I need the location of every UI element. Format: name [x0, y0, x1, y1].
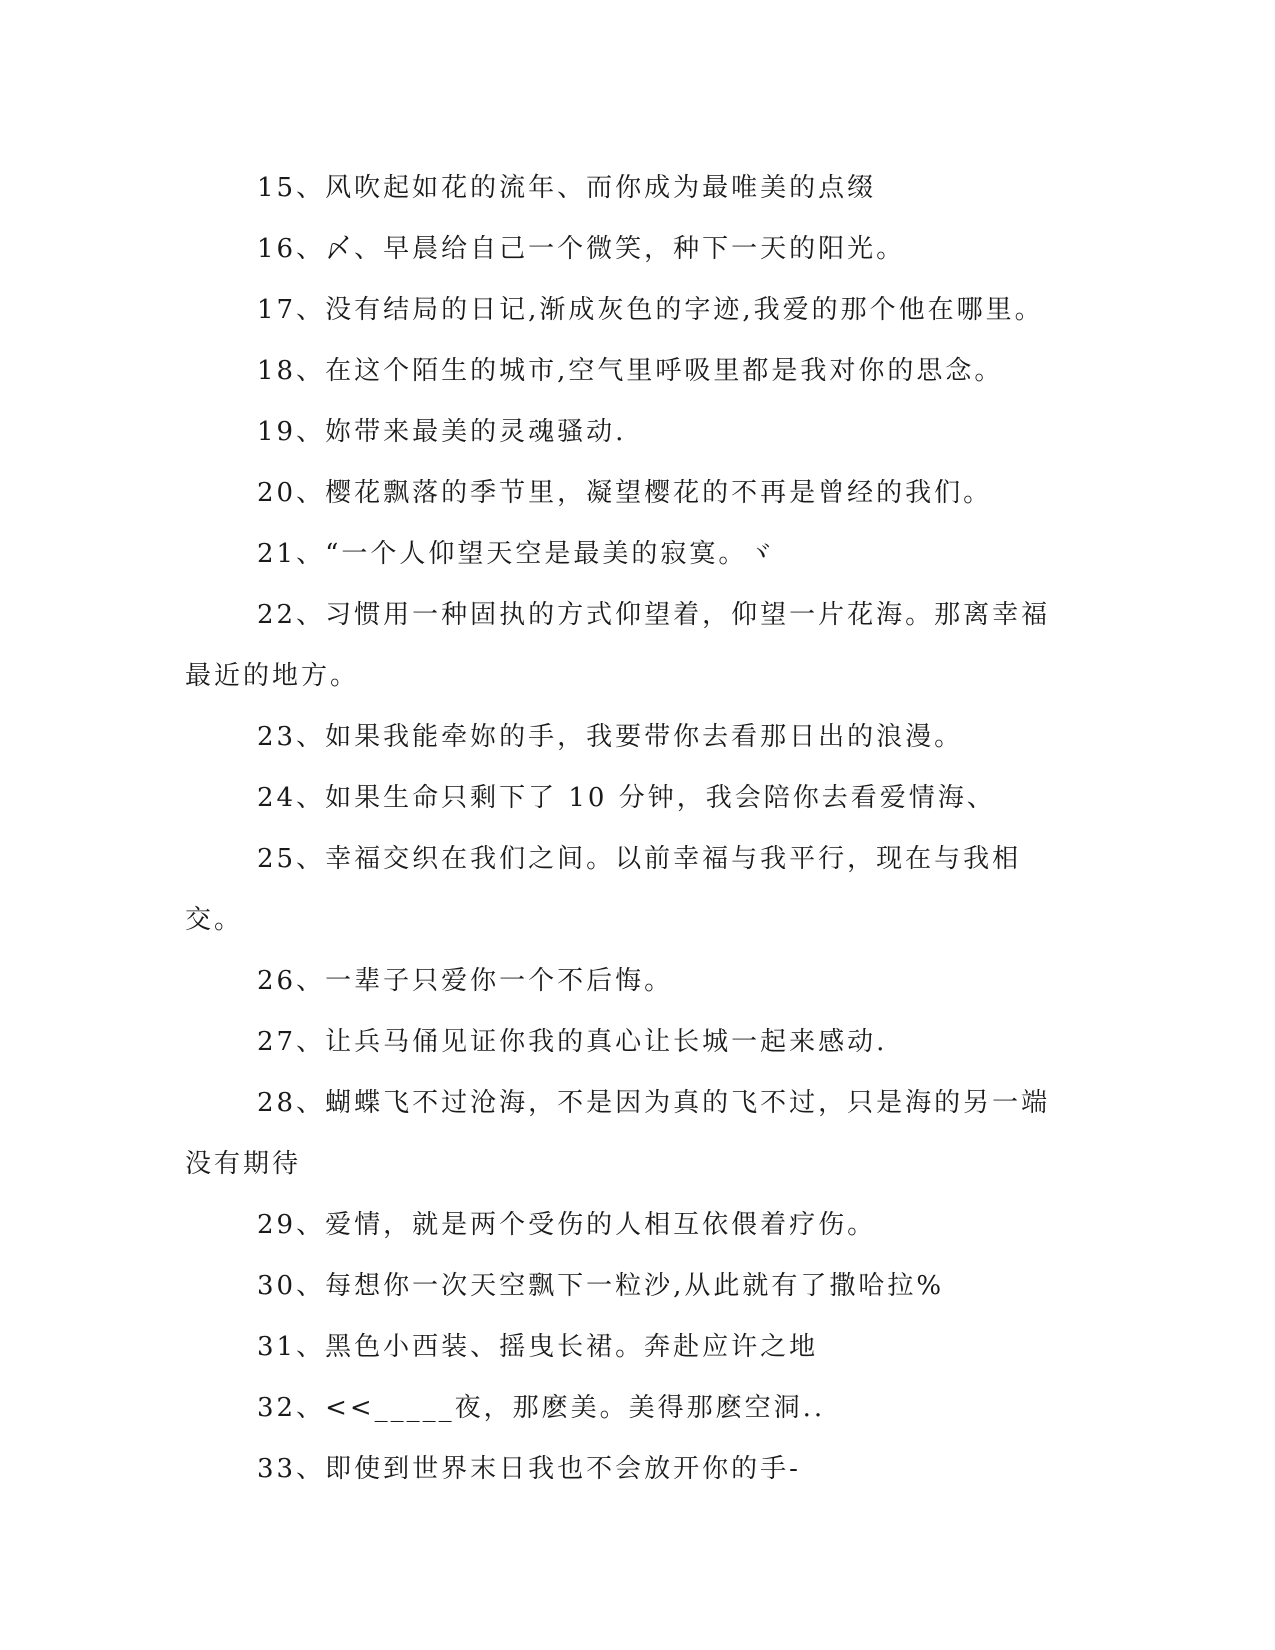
paragraph-27: 27、让兵马俑见证你我的真心让长城一起来感动. [257, 1027, 888, 1057]
paragraph-17: 17、没有结局的日记,渐成灰色的字迹,我爱的那个他在哪里。 [257, 295, 1044, 325]
paragraph-22: 22、习惯用一种固执的方式仰望着，仰望一片花海。那离幸福最近的地方。 [185, 600, 1051, 691]
paragraph-28: 28、蝴蝶飞不过沧海，不是因为真的飞不过，只是海的另一端没有期待 [185, 1088, 1051, 1179]
paragraph-19: 19、妳带来最美的灵魂骚动. [257, 417, 627, 447]
paragraph-18: 18、在这个陌生的城市,空气里呼吸里都是我对你的思念。 [257, 356, 1004, 386]
paragraph-16: 16、〆、早晨给自己一个微笑，种下一天的阳光。 [257, 234, 906, 264]
paragraph-24: 24、如果生命只剩下了 10 分钟，我会陪你去看爱情海、 [257, 783, 996, 813]
paragraph-32: 32、<<_____夜，那麽美。美得那麽空洞.. [257, 1393, 826, 1423]
paragraph-30: 30、每想你一次天空飘下一粒沙,从此就有了撒哈拉% [257, 1271, 945, 1301]
paragraph-25: 25、幸福交织在我们之间。以前幸福与我平行，现在与我相交。 [185, 844, 1022, 935]
paragraph-29: 29、爱情，就是两个受伤的人相互依偎着疗伤。 [257, 1210, 877, 1240]
paragraph-21: 21、“一个人仰望天空是最美的寂寞。ヾ [257, 539, 777, 569]
paragraph-26: 26、一辈子只爱你一个不后悔。 [257, 966, 674, 996]
paragraph-20: 20、樱花飘落的季节里，凝望樱花的不再是曾经的我们。 [257, 478, 993, 508]
document-body [185, 158, 1075, 1500]
paragraph-23: 23、如果我能牵妳的手，我要带你去看那日出的浪漫。 [257, 722, 964, 752]
paragraph-31: 31、黑色小西装、摇曳长裙。奔赴应许之地 [257, 1332, 819, 1362]
paragraph-15: 15、风吹起如花的流年、而你成为最唯美的点缀 [257, 173, 877, 203]
paragraph-33: 33、即使到世界末日我也不会放开你的手- [257, 1454, 801, 1484]
